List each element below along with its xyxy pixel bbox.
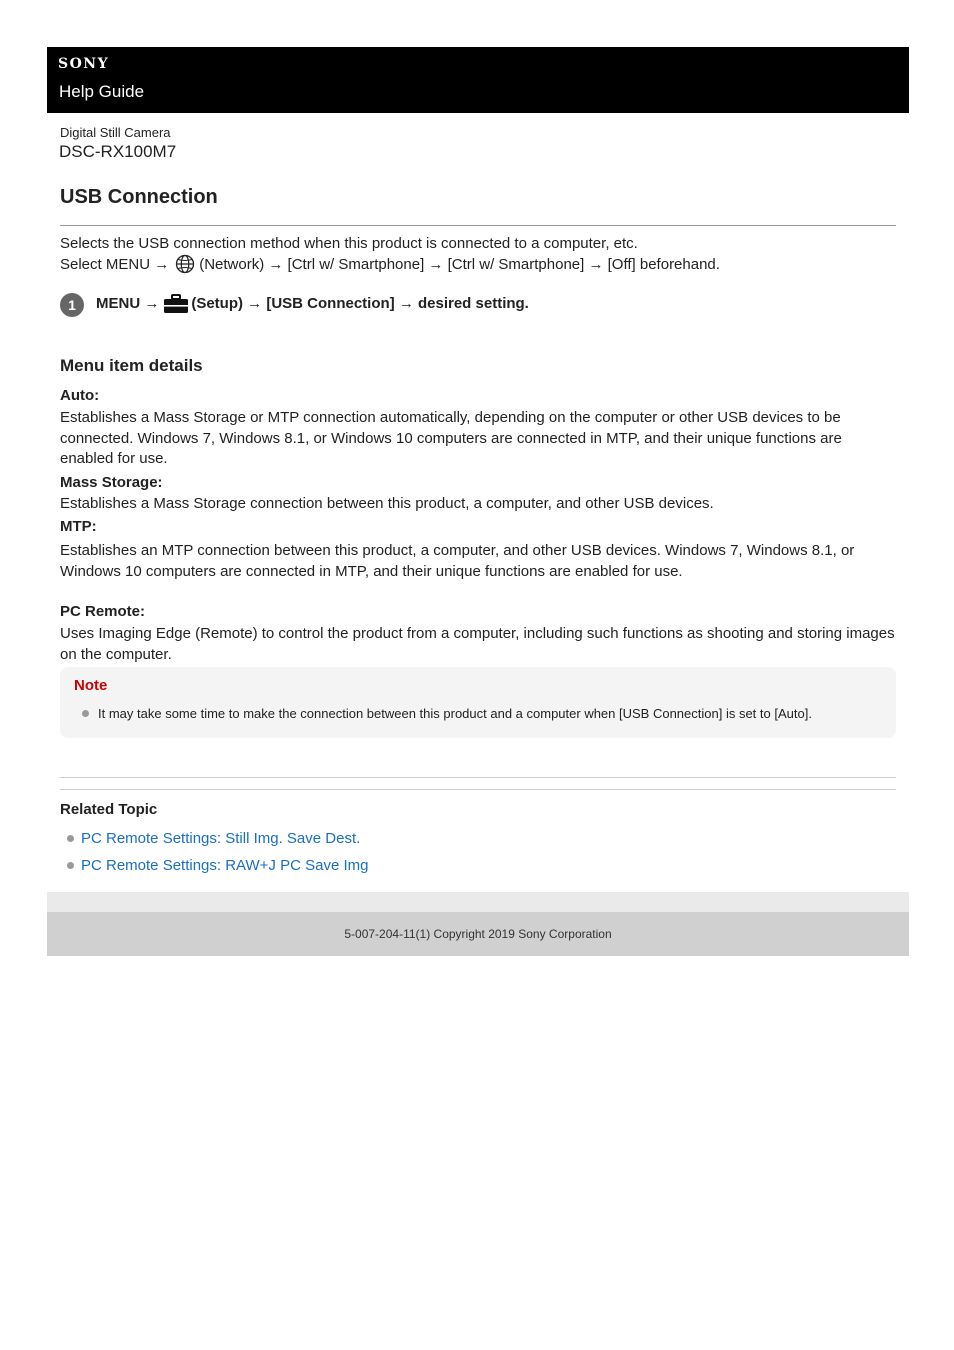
- section-divider-bottom: [60, 789, 896, 790]
- note-item-text: It may take some time to make the connection between this product and a computer when [USB Connection] is set to [Auto].: [98, 706, 812, 721]
- note-title: Note: [74, 677, 108, 694]
- related-link-still-img-save-dest[interactable]: PC Remote Settings: Still Img. Save Dest.: [81, 830, 361, 847]
- intro-text: [60, 233, 720, 275]
- note-item: [82, 706, 812, 721]
- related-topic-list: [67, 825, 368, 879]
- globe-icon: [175, 254, 195, 274]
- intro-line-2-before: Select MENU →: [60, 256, 170, 273]
- site-header: [47, 47, 909, 113]
- step-text-before: MENU →: [96, 295, 160, 312]
- page-title: USB Connection: [60, 186, 218, 208]
- detail-desc-auto: Establishes a Mass Storage or MTP connection automatically, depending on the computer or other USB devices to be connected. Windows 7, Windows 8.1, or Windows 10 computers are connected in MTP, and their unique functions are enabled for use.: [60, 409, 842, 467]
- footer-top-band: [47, 892, 909, 912]
- detail-term-mtp: MTP:: [60, 518, 97, 535]
- site-footer: [47, 912, 909, 956]
- step-number-badge: 1: [60, 293, 84, 317]
- related-topic-heading: Related Topic: [60, 801, 158, 818]
- note-box: [60, 667, 896, 738]
- intro-line-2: [60, 254, 720, 275]
- step-instruction: [96, 294, 529, 314]
- step-1: [60, 291, 900, 319]
- product-model: DSC-RX100M7: [59, 142, 177, 161]
- detail-term-pc-remote: PC Remote:: [60, 603, 146, 620]
- detail-desc-pc-remote: Uses Imaging Edge (Remote) to control the product from a computer, including such functions as shooting and storing images on the computer.: [60, 625, 895, 663]
- step-text-after: (Setup) → [USB Connection] → desired setting.: [191, 295, 529, 312]
- detail-desc-mtp: Establishes an MTP connection between this product, a computer, and other USB devices. Windows 7, Windows 8.1, or Windows 10 computers are connected in MTP, and their unique functions are enabled for use.: [60, 542, 855, 580]
- related-link-raw-j-pc-save-img[interactable]: PC Remote Settings: RAW+J PC Save Img: [81, 857, 369, 874]
- intro-line-2-after: (Network) → [Ctrl w/ Smartphone] → [Ctrl w/ Smartphone] → [Off] beforehand.: [199, 256, 720, 273]
- intro-line-1: Selects the USB connection method when this product is connected to a computer, etc.: [60, 235, 638, 252]
- section-divider-top: [60, 777, 896, 778]
- related-topic-item: [67, 825, 368, 852]
- title-divider: [60, 225, 896, 226]
- product-category: Digital Still Camera: [60, 125, 171, 140]
- bullet-icon: [82, 710, 89, 717]
- detail-desc-mass-storage: Establishes a Mass Storage connection between this product, a computer, and other USB devices.: [60, 494, 714, 512]
- copyright-text: 5-007-204-11(1) Copyright 2019 Sony Corporation: [344, 927, 612, 941]
- related-topic-item: [67, 852, 368, 879]
- detail-term-mass-storage: Mass Storage:: [60, 473, 163, 491]
- detail-term-auto: Auto:: [60, 387, 100, 404]
- menu-item-details-heading: Menu item details: [60, 356, 203, 375]
- bullet-icon: [67, 862, 74, 869]
- bullet-icon: [67, 835, 74, 842]
- sony-logo[interactable]: SONY: [58, 56, 110, 72]
- toolbox-icon: [163, 294, 189, 314]
- help-guide-title: Help Guide: [59, 82, 145, 101]
- menu-item-details: [60, 386, 896, 665]
